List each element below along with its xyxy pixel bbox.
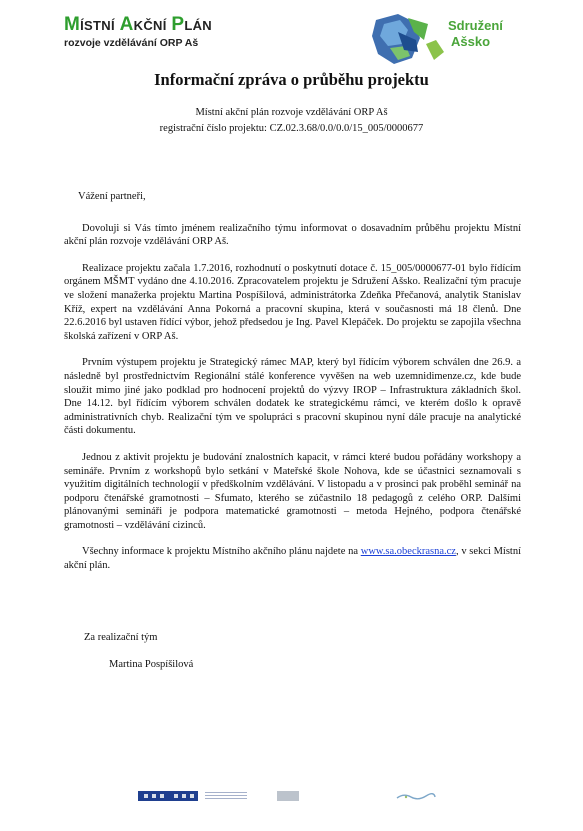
logo-letter: LÁN [184,18,212,33]
assoc-name [448,18,503,50]
footer-logos [0,790,583,804]
assoc-name-line2: Ašsko [451,34,491,49]
signature-name: Martina Pospíšilová [109,659,194,670]
greeting: Vážení partneři, [78,191,146,202]
project-meta [0,105,583,137]
map-logo-subtitle: rozvoje vzdělávání ORP Aš [64,37,199,49]
logo-letter: M [64,14,81,35]
paragraph-strategic-frame: Prvním výstupem projektu je Strategický rámec MAP, který byl řídícím výborem schválen dne 26.9. a následně byl prostřednictvím Regionální stálé konference vyvěšen na web uzemnidimenze.cz, kde bude sloužit mimo jiné jako podklad pro hodnocení projektů do výzvy IROP – Infrastruktura základních škol. Dne 14.12. byl řídícím výborem schválen dodatek ke strategickému rámci, ve kterém došlo k opravě administrativních chyb. Realizační tým ve spolupráci s pracovní skupinou nyní dále pracuje na analytické části dokumentu. [64,357,521,437]
partner-logo [396,793,436,800]
info-text-end: , v sekci Místní akční plán. [64,546,521,572]
region-map-icon [368,10,448,68]
logo-letter: KČNÍ [133,18,167,33]
registration-number: registrační číslo projektu: CZ.02.3.68/0.0/0.0/15_005/0000677 [159,123,424,134]
logo-letter: ÍSTNÍ [80,18,115,33]
msmt-logo [277,791,299,801]
website-link[interactable]: www.sa.obeckrasna.cz [360,546,456,558]
map-logo-title [64,14,212,36]
assoc-name-line1: Sdružení [448,18,503,33]
paragraph-realization: Realizace projektu začala 1.7.2016, rozhodnutí o poskytnutí dotace č. 15_005/0000677-01 bylo řídícím orgánem MŠMT vydáno dne 4.10.2016. Zpracovatelem projektu je Sdružení Ašsko. Realizační tým pracuje ve složení manažerka projektu Martina Pospíšilová, administrátorka Zdeňka Přečanová, analytik Stanislav Kříž, expert na vzdělávání Anna Pokorná a pracovní skupina, která v současnosti má 18 členů. Dne 22.6.2016 byl ustaven řídící výbor, jehož předsedou je Ing. Pavel Klepáček. Do projektu se zapojila všechna školská zařízení v ORP Aš. [64,262,521,342]
info-text: Všechny informace k projektu Místního akčního plánu najdete na [82,546,361,558]
map-logo [64,14,212,49]
eu-fund-logo-text [205,792,247,801]
logo-letter: A [119,14,134,35]
signature-label: Za realizační tým [84,632,158,643]
project-name: Místní akční plán rozvoje vzdělávání ORP Aš [195,107,388,118]
paragraph-workshops: Jednou z aktivit projektu je budování znalostních kapacit, v rámci které budou pořádány workshopy a semináře. Prvním z workshopů bylo setkání v Mateřské škole Nohova, kde se účastnici seznamovali s využitím digitálních technologií v předškolním vzdělávání. V listopadu a v prosinci pak proběhl seminář na podporu čtenářské gramotnosti – Sfumato, kterého se zúčastnilo 18 pedagogů z celého ORP. Dalšími plánovanými semináři je podpora matematické gramotnosti – metoda Hejného, podpora čtenářské gramotnosti – vzdělávání cizinců. [64,451,521,531]
eu-flag-logo [138,791,198,801]
paragraph-intro: Dovoluji si Vás tímto jménem realizačního týmu informovat o dosavadním průběhu projektu Místní akční plán rozvoje vzdělávání ORP Aš. [64,222,521,248]
letter-body [64,190,521,586]
logo-letter: P [171,14,185,35]
paragraph-info [64,545,521,572]
document-title: Informační zpráva o průběhu projektu [154,70,429,89]
sdruzeni-ascko-logo [368,10,518,68]
